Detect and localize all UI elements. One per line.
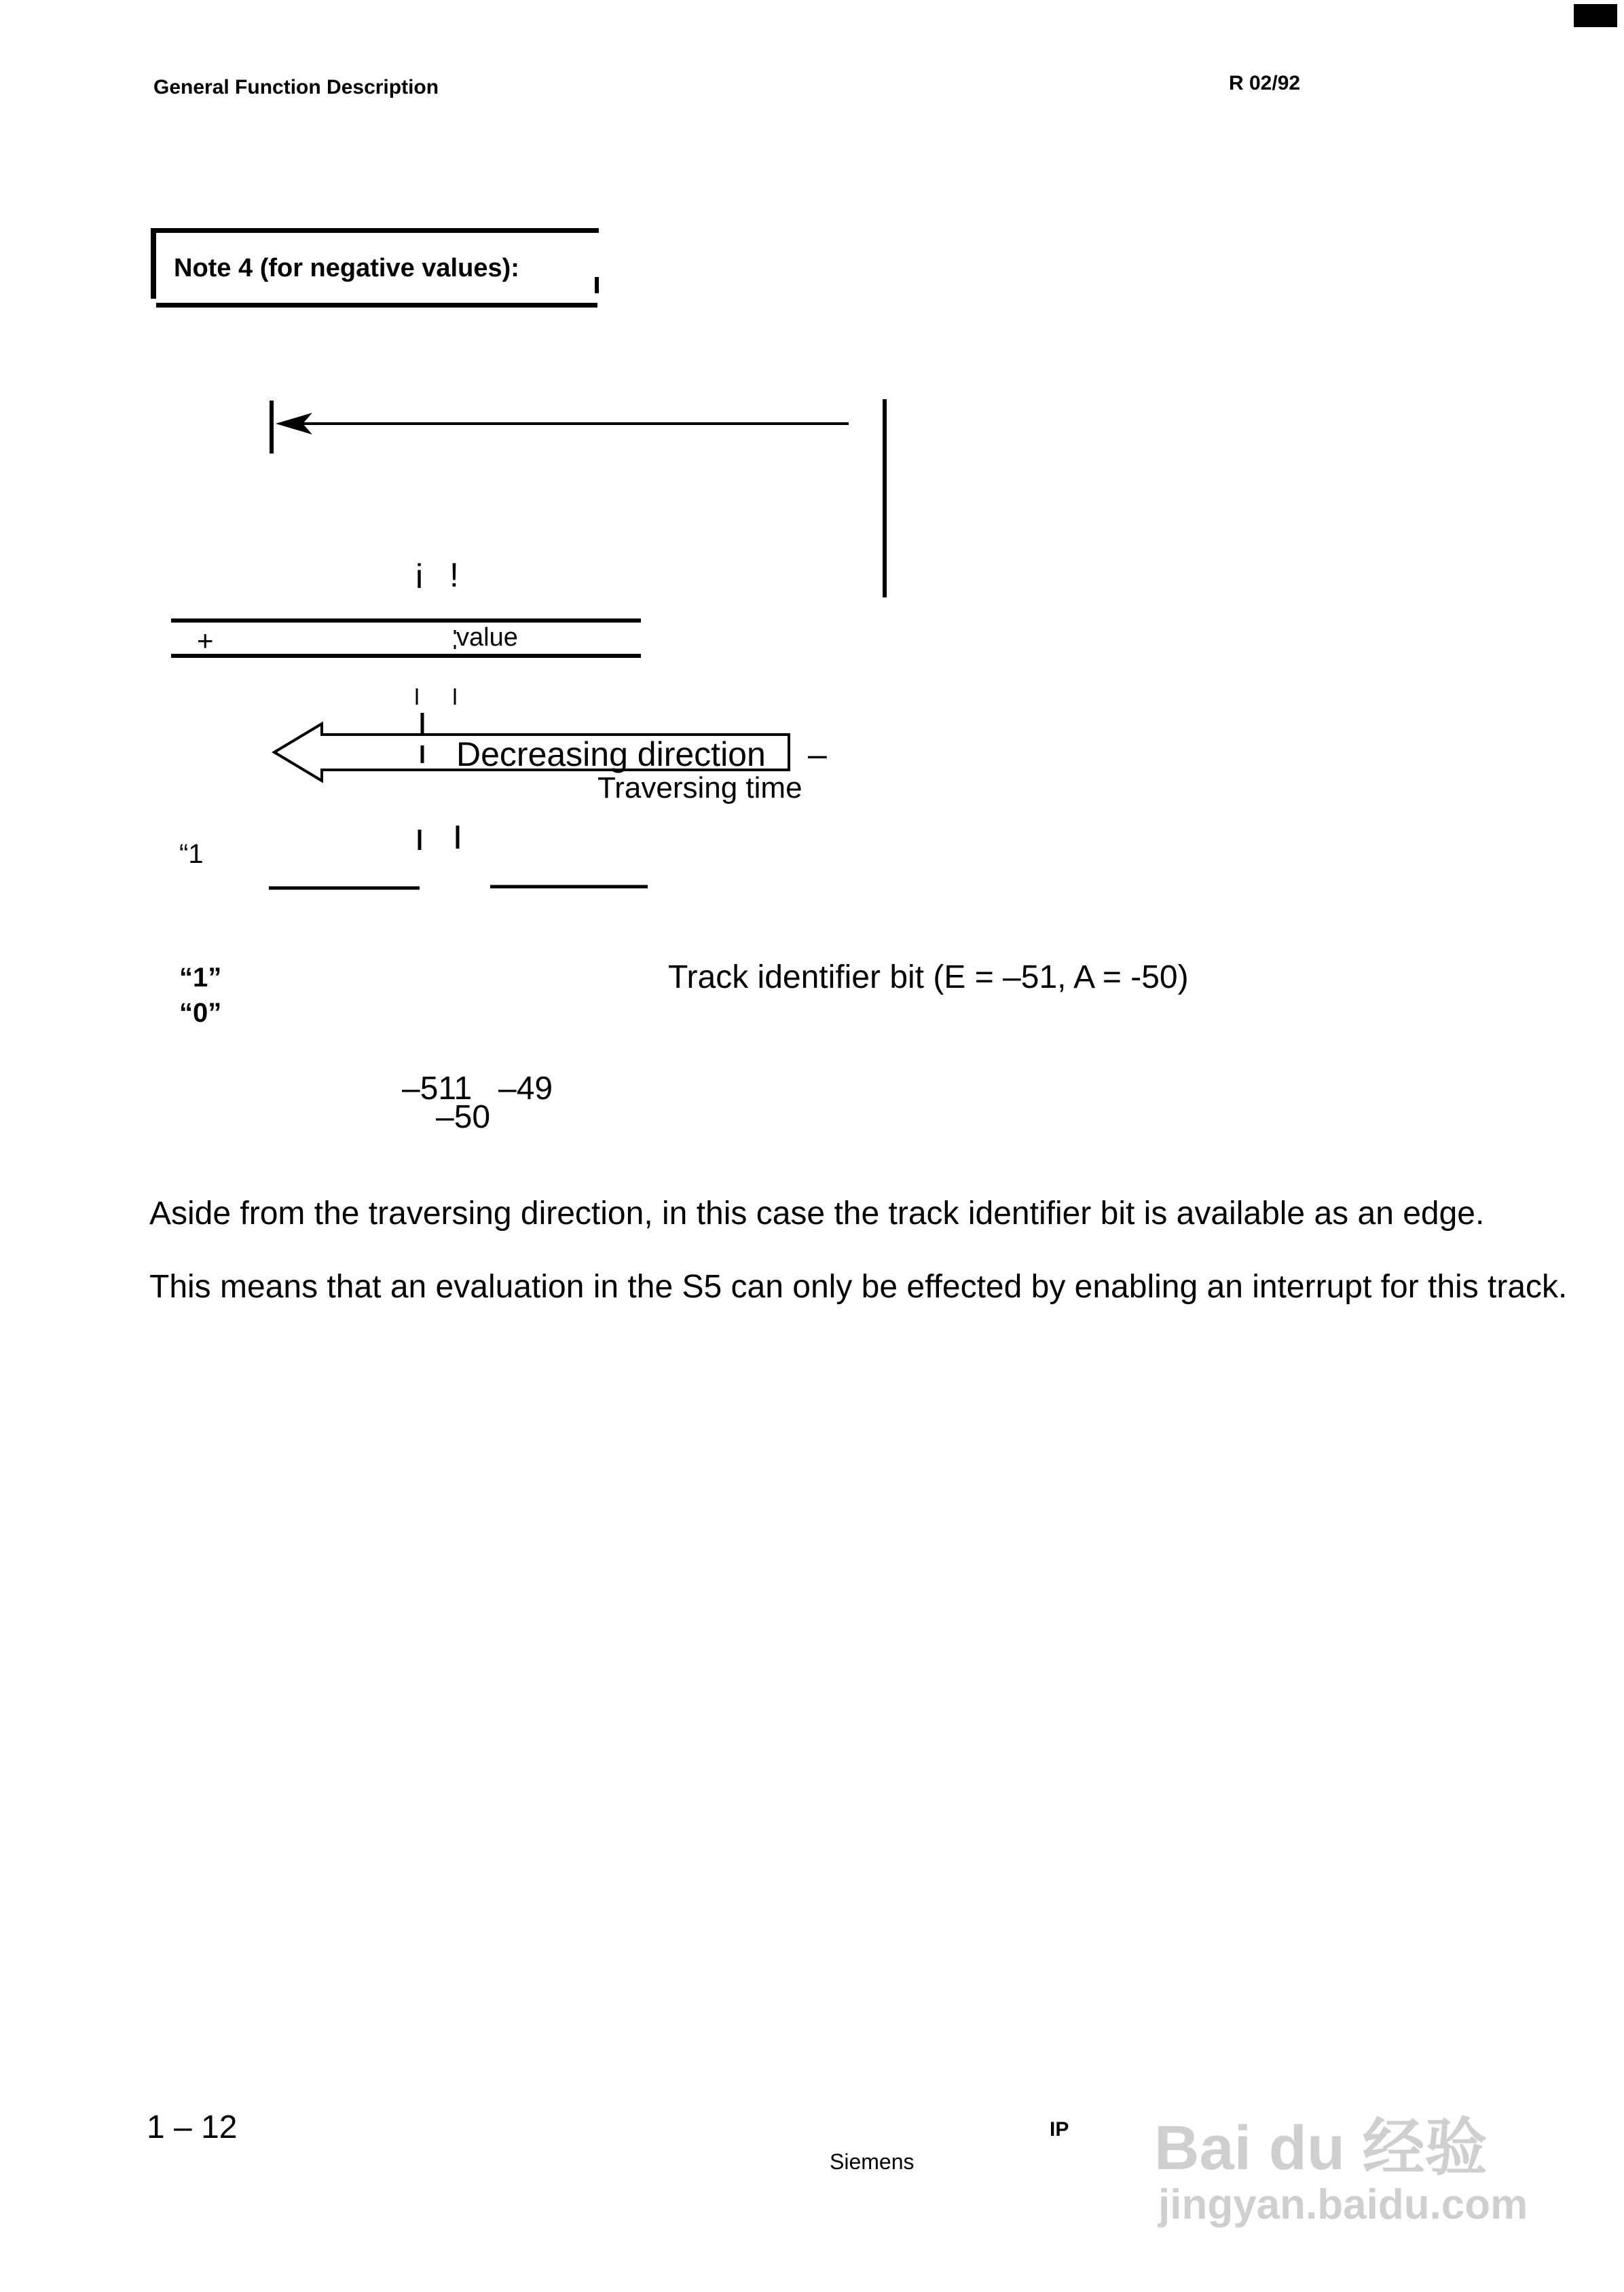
page-number: 1 – 12 bbox=[147, 2109, 238, 2145]
header-title: General Function Description bbox=[153, 76, 439, 98]
tick-label-minus-50: –50 bbox=[436, 1099, 491, 1135]
value-label: value bbox=[456, 623, 518, 652]
body-paragraph-2: This means that an evaluation in the S5 can only be effected by enabling an interrupt for this track. bbox=[149, 1269, 1568, 1305]
watermark-url: jingyan.baidu.com bbox=[1158, 2181, 1528, 2228]
plus-sign: + bbox=[197, 625, 214, 657]
glyph-i: i bbox=[416, 557, 424, 595]
body-paragraph-1: Aside from the traversing direction, in this case the track identifier bit is available as an edge. bbox=[149, 1196, 1485, 1232]
traversing-time-label: Traversing time bbox=[597, 771, 802, 805]
signal-zero-label: “0” bbox=[179, 998, 222, 1028]
tick-label-minus-49: –49 bbox=[498, 1071, 553, 1107]
footer-ip: IP bbox=[1050, 2118, 1069, 2141]
signal-top-label: “1 bbox=[179, 839, 204, 869]
signal-one-label: “1” bbox=[179, 963, 222, 993]
footer-company: Siemens bbox=[830, 2149, 915, 2174]
direction-label: Decreasing direction bbox=[456, 735, 766, 773]
track-identifier-label: Track identifier bit (E = –51, A = -50) bbox=[668, 959, 1189, 995]
header-revision: R 02/92 bbox=[1229, 72, 1301, 94]
watermark-brand: Bai du 经验 bbox=[1154, 2113, 1488, 2183]
direction-dash: – bbox=[808, 735, 827, 773]
tick-label-minus-511: –511 bbox=[402, 1071, 473, 1107]
glyph-excl: ! bbox=[449, 556, 459, 594]
note-title: Note 4 (for negative values): bbox=[174, 254, 519, 282]
